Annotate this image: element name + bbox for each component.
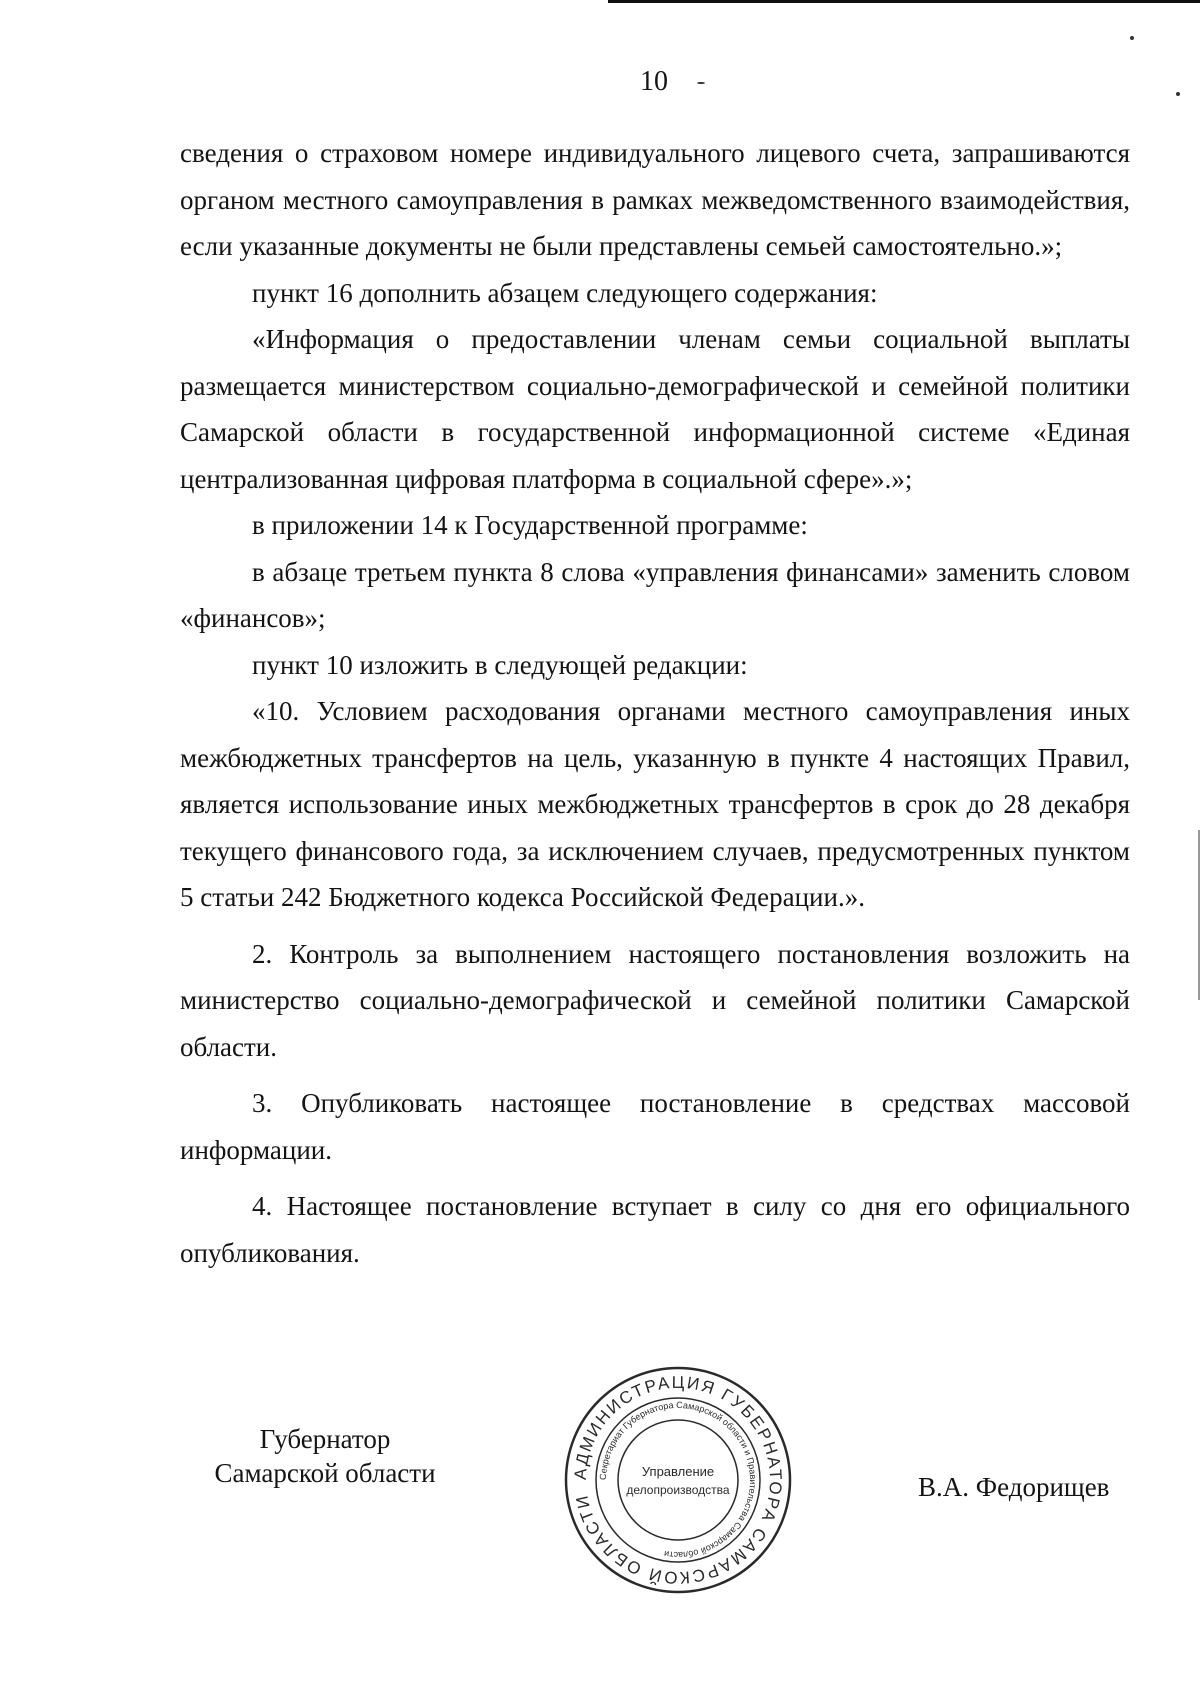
paragraph-clause-3: 3. Опубликовать настоящее постановление в средствах массовой информации. xyxy=(180,1088,1130,1165)
paragraph-continuation: сведения о страховом номере индивидуального лицевого счета, запрашиваются органом местного самоуправления в рамках межведомственного взаимодействия, если указанные документы не были представлены семьей самостоятельно.»; xyxy=(180,138,1130,261)
signatory-position xyxy=(190,1422,460,1490)
seal-center-line2: делопроизводства xyxy=(626,1483,730,1497)
page-number: 10 xyxy=(640,66,668,97)
seal-center-line1: Управление xyxy=(641,1464,715,1479)
seal-outer-text: АДМИНИСТРАЦИЯ ГУБЕРНАТОРА САМАРСКОЙ ОБЛАСТИ xyxy=(570,1372,786,1588)
top-border-line xyxy=(608,0,1200,3)
svg-text:Секретариат Губернатора Самарс xyxy=(598,1400,758,1560)
paragraph-item-16: пункт 16 дополнить абзацем следующего содержания: xyxy=(252,277,878,308)
signatory-region: Самарской области xyxy=(214,1458,436,1488)
paragraph-item-8: в абзаце третьем пункта 8 слова «управления финансами» заменить словом «финансов»; xyxy=(180,556,1130,633)
paragraph-clause-4: 4. Настоящее постановление вступает в силу со дня его официального опубликования. xyxy=(180,1191,1130,1268)
paragraph-item-10: пункт 10 изложить в следующей редакции: xyxy=(252,649,748,680)
signatory-name: В.А. Федорищев xyxy=(918,1472,1110,1502)
scan-speck xyxy=(1130,36,1134,40)
paragraph-appendix-14: в приложении 14 к Государственной программе: xyxy=(252,510,808,540)
official-seal xyxy=(558,1360,798,1600)
paragraph-item-10-text: «10. Условием расходования органами местного самоуправления иных межбюджетных трансфертов на цель, указанную в пункте 4 настоящих Правил, является использование иных межбюджетных трансфертов в срок до 28 декабря текущего финансового года, за исключением случаев, предусмотренных пунктом 5 статьи 242 Бюджетного кодекса Российской Федерации.». xyxy=(180,696,1130,912)
signatory-title: Губернатор xyxy=(259,1424,391,1454)
paragraph-information-quote: «Информация о предоставлении членам семьи социальной выплаты размещается министерством социально-демографической и семейной политики Самарской области в государственной информационной системе «Единая централизованная цифровая платформа в социальной сфере».»; xyxy=(180,324,1130,494)
scan-speck xyxy=(1176,92,1180,96)
paragraph-clause-2: 2. Контроль за выполнением настоящего постановления возложить на министерство социально-демографической и семейной политики Самарской области. xyxy=(180,938,1130,1062)
document-body xyxy=(180,130,1130,1276)
scan-speck xyxy=(697,82,705,84)
seal-inner-text: Секретариат Губернатора Самарской области и Правительства Самарской области xyxy=(597,1399,759,1561)
